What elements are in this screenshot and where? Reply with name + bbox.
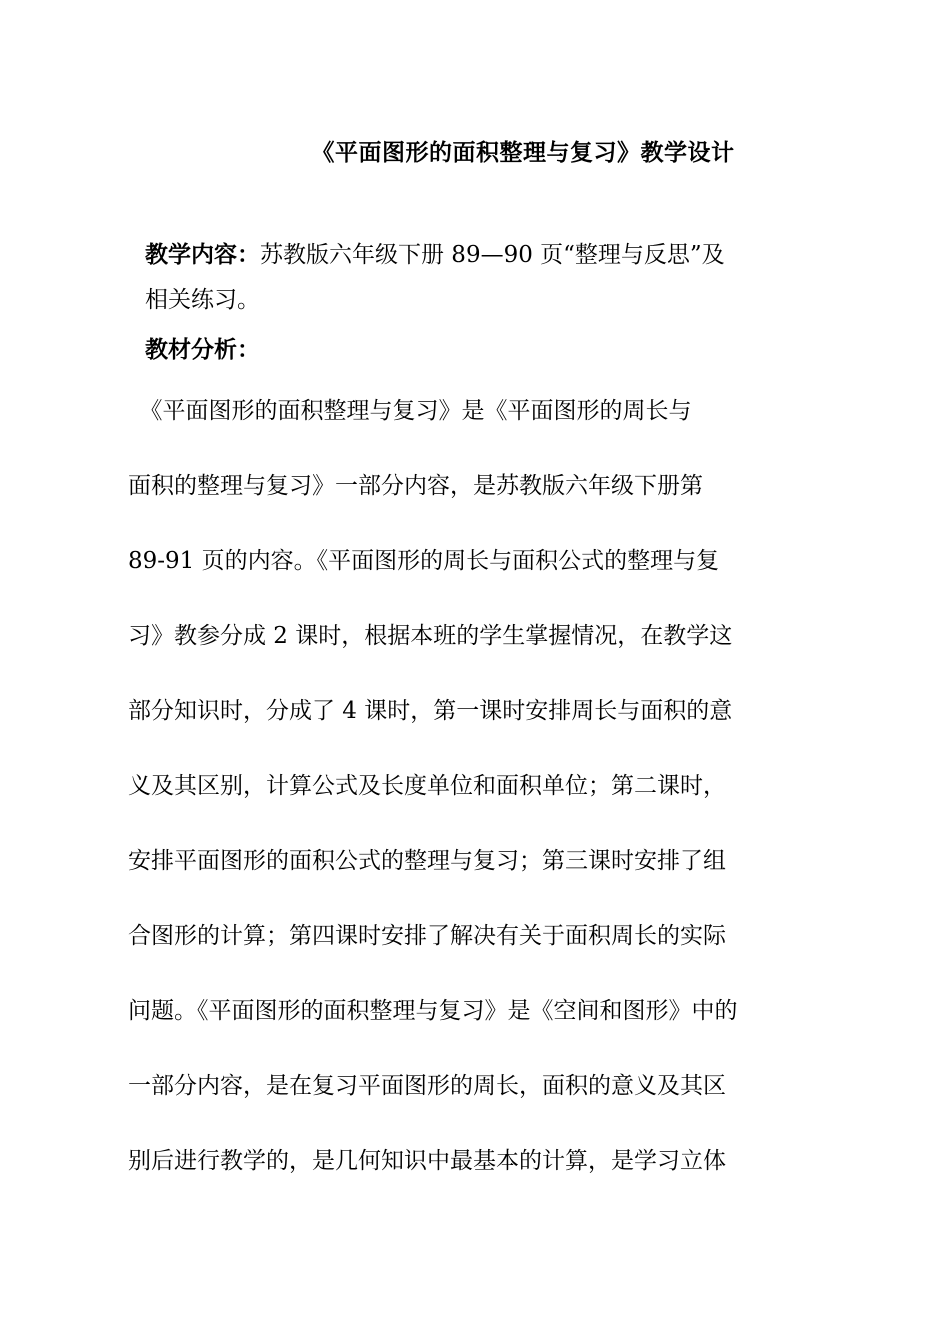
paragraph-line: 习》教参分成 2 课时，根据本班的学生掌握情况，在教学这 [128,623,733,649]
teaching-content-text: 苏教版六年级下册 89—90 页“整理与反思”及 [260,242,725,268]
paragraph-line: 义及其区别，计算公式及长度单位和面积单位；第二课时， [128,773,726,799]
paragraph-line: 别后进行教学的，是几何知识中最基本的计算，是学习立体 [128,1148,726,1174]
material-analysis-paragraph [128,386,828,1211]
paragraph-line: 89-91 页的内容。《平面图形的周长与面积公式的整理与复 [128,548,720,574]
teaching-content [145,230,825,280]
paragraph-line: 部分知识时，分成了 4 课时，第一课时安排周长与面积的意 [128,698,733,724]
paragraph-line: 安排平面图形的面积公式的整理与复习；第三课时安排了组 [128,848,726,874]
paragraph-line: 《平面图形的面积整理与复习》是《平面图形的周长与 [128,398,692,424]
paragraph-line: 面积的整理与复习》一部分内容，是苏教版六年级下册第 [128,473,703,499]
document-title: 《平面图形的面积整理与复习》教学设计 [311,139,735,166]
paragraph-line: 合图形的计算；第四课时安排了解决有关于面积周长的实际 [128,923,726,949]
material-analysis-label: 教材分析： [145,336,260,363]
paragraph-line: 问题。《平面图形的面积整理与复习》是《空间和图形》中的 [128,998,738,1024]
paragraph-line: 一部分内容，是在复习平面图形的周长，面积的意义及其区 [128,1073,726,1099]
teaching-content-text-line2: 相关练习。 [145,287,260,313]
teaching-content-label: 教学内容： [145,241,260,268]
